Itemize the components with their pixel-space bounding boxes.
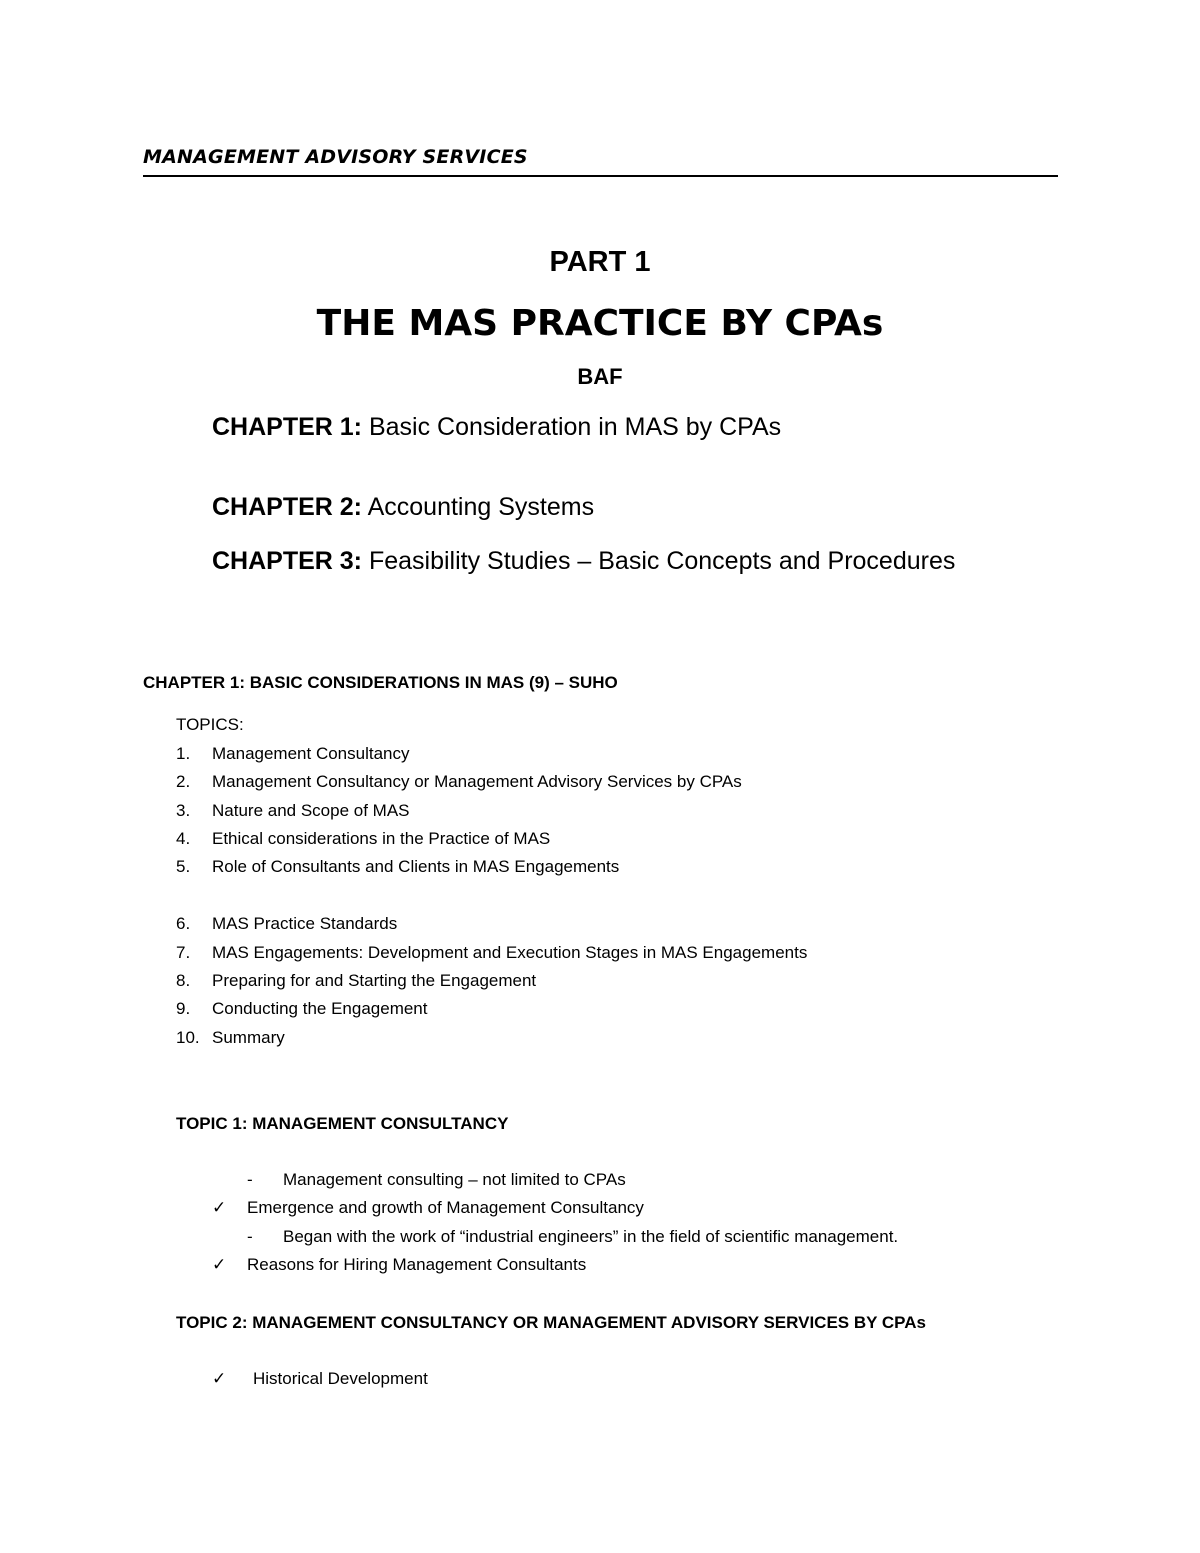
main-title: THE MAS PRACTICE BY CPAs xyxy=(316,303,884,344)
dash-marker: - xyxy=(247,1170,253,1189)
chapter-line-2 xyxy=(212,493,594,522)
chapter-title: Accounting Systems xyxy=(362,493,595,521)
bullet-text: Began with the work of “industrial engineers” in the field of scientific management. xyxy=(283,1227,899,1246)
chapter-label: CHAPTER 2: xyxy=(212,493,363,521)
list-number: 8. xyxy=(176,971,191,990)
chapter-line-1 xyxy=(212,413,781,442)
checkmark-icon: ✓ xyxy=(212,1198,227,1218)
checkmark-icon: ✓ xyxy=(212,1255,227,1275)
list-number: 5. xyxy=(176,857,191,876)
topic2-heading: TOPIC 2: MANAGEMENT CONSULTANCY OR MANAGEMENT ADVISORY SERVICES BY CPAs xyxy=(176,1313,926,1332)
checkmark-icon: ✓ xyxy=(212,1369,227,1389)
topic1-heading: TOPIC 1: MANAGEMENT CONSULTANCY xyxy=(176,1114,509,1133)
list-text: Management Consultancy or Management Advisory Services by CPAs xyxy=(212,772,742,791)
list-number: 6. xyxy=(176,914,191,933)
list-text: Role of Consultants and Clients in MAS Engagements xyxy=(212,857,620,876)
list-number: 3. xyxy=(176,801,191,820)
list-text: Nature and Scope of MAS xyxy=(212,801,410,820)
chapter-label: CHAPTER 1: xyxy=(212,413,363,441)
list-number: 7. xyxy=(176,943,191,962)
subtitle: BAF xyxy=(577,364,623,389)
dash-marker: - xyxy=(247,1227,253,1246)
chapter-title: Feasibility Studies – Basic Concepts and Procedures xyxy=(362,547,956,575)
header-title: MANAGEMENT ADVISORY SERVICES xyxy=(143,146,528,168)
chapter-label: CHAPTER 3: xyxy=(212,547,363,575)
list-number: 10. xyxy=(176,1028,200,1047)
list-text: MAS Engagements: Development and Execution Stages in MAS Engagements xyxy=(212,943,808,962)
list-number: 9. xyxy=(176,999,191,1018)
list-number: 4. xyxy=(176,829,191,848)
header-divider xyxy=(143,175,1058,177)
bullet-text: Reasons for Hiring Management Consultants xyxy=(247,1255,587,1274)
list-number: 2. xyxy=(176,772,191,791)
bullet-text: Emergence and growth of Management Consultancy xyxy=(247,1198,644,1217)
list-text: MAS Practice Standards xyxy=(212,914,398,933)
bullet-text: Management consulting – not limited to CPAs xyxy=(283,1170,626,1189)
list-text: Summary xyxy=(212,1028,285,1047)
chapter-line-3 xyxy=(212,547,955,576)
part-label: PART 1 xyxy=(549,246,651,278)
chapter1-heading: CHAPTER 1: BASIC CONSIDERATIONS IN MAS (9) – SUHO xyxy=(143,673,618,692)
list-text: Preparing for and Starting the Engagement xyxy=(212,971,537,990)
list-text: Management Consultancy xyxy=(212,744,410,763)
bullet-text: Historical Development xyxy=(253,1369,428,1388)
topics-label: TOPICS: xyxy=(176,715,244,734)
chapter-title: Basic Consideration in MAS by CPAs xyxy=(362,413,782,441)
list-text: Ethical considerations in the Practice of MAS xyxy=(212,829,551,848)
list-number: 1. xyxy=(176,744,191,763)
list-text: Conducting the Engagement xyxy=(212,999,428,1018)
